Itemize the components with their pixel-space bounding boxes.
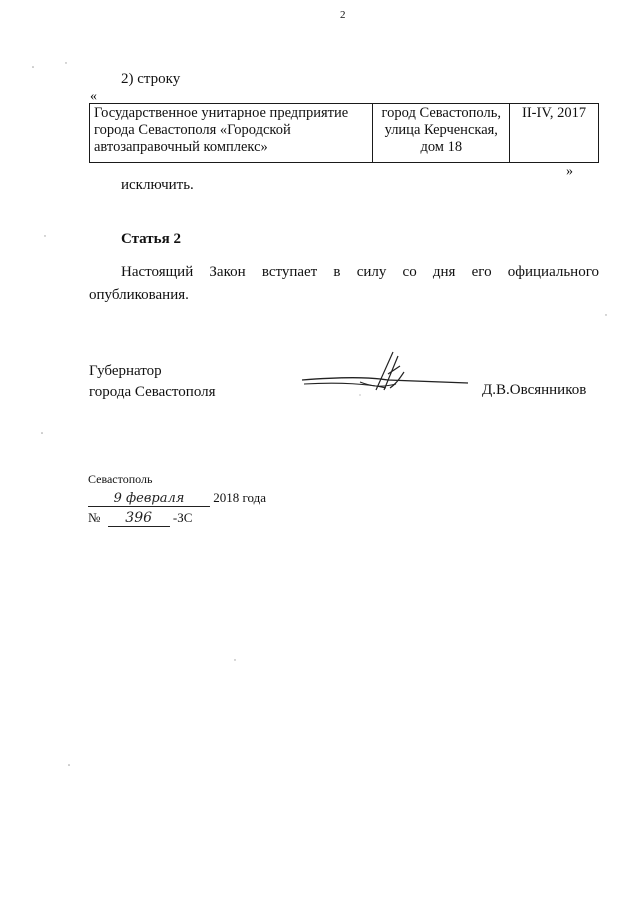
number-suffix: -ЗС	[172, 510, 193, 525]
quote-open: «	[90, 89, 97, 104]
number-prefix: №	[88, 510, 101, 525]
date-handwritten: 9 февраля	[88, 491, 210, 507]
number-handwritten: 396	[108, 511, 170, 527]
org-period-cell: II-IV, 2017	[510, 104, 599, 163]
quote-close: »	[566, 164, 573, 179]
item-intro: 2) строку	[121, 71, 181, 87]
exclude-text: исключить.	[121, 177, 194, 193]
org-address-cell: город Севастополь, улица Керченская, дом 18	[373, 104, 510, 163]
article-heading: Статья 2	[121, 231, 181, 247]
governor-title-line1: Губернатор	[89, 363, 162, 379]
page-number: 2	[340, 9, 346, 21]
governor-title-line2: города Севастополя	[89, 384, 216, 400]
article-body: Настоящий Закон вступает в силу со дня его официального опубликования.	[89, 264, 599, 303]
date-year: 2018 года	[213, 490, 267, 505]
governor-name: Д.В.Овсянников	[482, 382, 587, 398]
org-name-cell: Государственное унитарное предприятие города Севастополя «Городской автозаправочный комплекс»	[90, 104, 373, 163]
signing-city: Севастополь	[88, 472, 153, 486]
